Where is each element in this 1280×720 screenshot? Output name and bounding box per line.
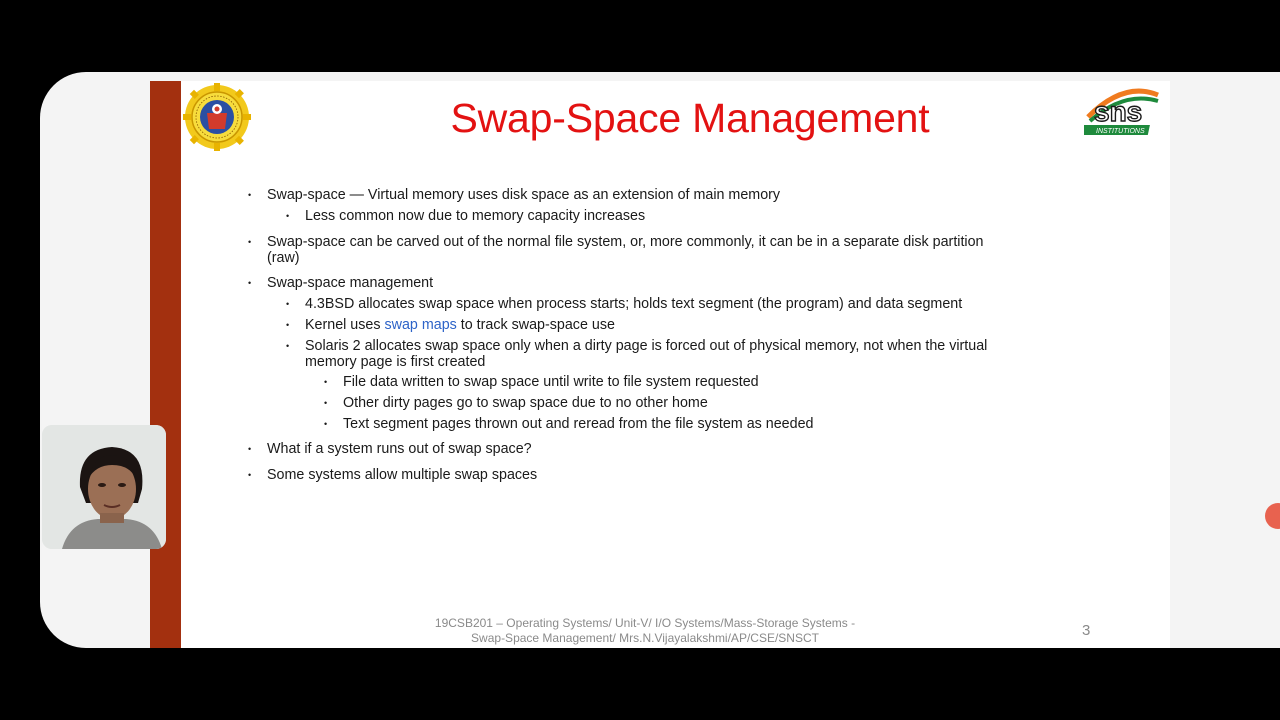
bullet-dot: • [286,211,290,221]
bullet-item [324,416,1043,433]
bullet-dot: • [286,299,290,309]
bullet-item [286,296,1025,313]
footer-line2: Swap-Space Management/ Mrs.N.Vijayalakshmi/AP/CSE/SNSCT [471,631,819,645]
bullet-item [324,395,1043,412]
bullet-text: File data written to swap space until write to file system requested [343,374,759,390]
bullet-text-prefix: Kernel uses [305,317,385,333]
bullet-text-line2: memory page is first created [305,353,486,370]
footer-line1: 19CSB201 – Operating Systems/ Unit-V/ I/O Systems/Mass-Storage Systems - [434,616,856,630]
bullet-dot: • [324,398,328,408]
bullet-dot: • [324,377,328,387]
bullet-item [286,208,1025,225]
bullet-dot: • [248,278,252,288]
bullet-dot: • [248,237,252,247]
bullet-dot: • [248,190,252,200]
bullet-item [286,338,1025,370]
slide-title: Swap-Space Management [450,95,930,141]
bullet-text: Swap-space — Virtual memory uses disk space as an extension of main memory [267,187,781,203]
bullet-dot: • [286,320,290,330]
bullet-text: Other dirty pages go to swap space due to no other home [343,395,708,411]
bullet-text-line1: Swap-space can be carved out of the normal file system, or, more commonly, it can be in a separate disk partition [267,234,984,250]
bullet-item [248,187,1027,204]
slide-footer [400,616,890,646]
page-number: 3 [1082,622,1091,639]
bullet-text-line1: Solaris 2 allocates swap space only when a dirty page is forced out of physical memory, not when the virtual [305,338,988,354]
bullet-text: 4.3BSD allocates swap space when process starts; holds text segment (the program) and data segment [305,296,963,312]
slide-content [150,81,1170,648]
slide [150,81,1170,648]
bullet-item [248,467,1027,484]
bullet-text-suffix: to track swap-space use [456,317,615,333]
sns-logo-text: sns [1094,96,1143,127]
bullet-item [248,441,1027,458]
bullet-text: Less common now due to memory capacity increases [305,208,646,224]
bullet-item [248,234,1027,266]
bullet-text: Text segment pages thrown out and reread from the file system as needed [343,416,814,432]
bullet-text-line2: (raw) [267,249,300,266]
bullet-item [324,374,1043,391]
bullet-item [248,275,1027,292]
bullet-dot: • [324,419,328,429]
bullet-dot: • [248,470,252,480]
bullet-text: Some systems allow multiple swap spaces [267,467,538,483]
bullet-dot: • [286,341,290,351]
swap-maps-link[interactable]: swap maps [384,317,457,333]
bullet-text: Swap-space management [267,275,434,291]
sns-logo-subtext: INSTITUTIONS [1096,128,1145,135]
bullet-item [286,317,1025,334]
bullet-dot: • [248,444,252,454]
presenter-image [42,425,166,549]
bullet-text: What if a system runs out of swap space? [267,441,532,457]
presenter-webcam [42,425,166,549]
